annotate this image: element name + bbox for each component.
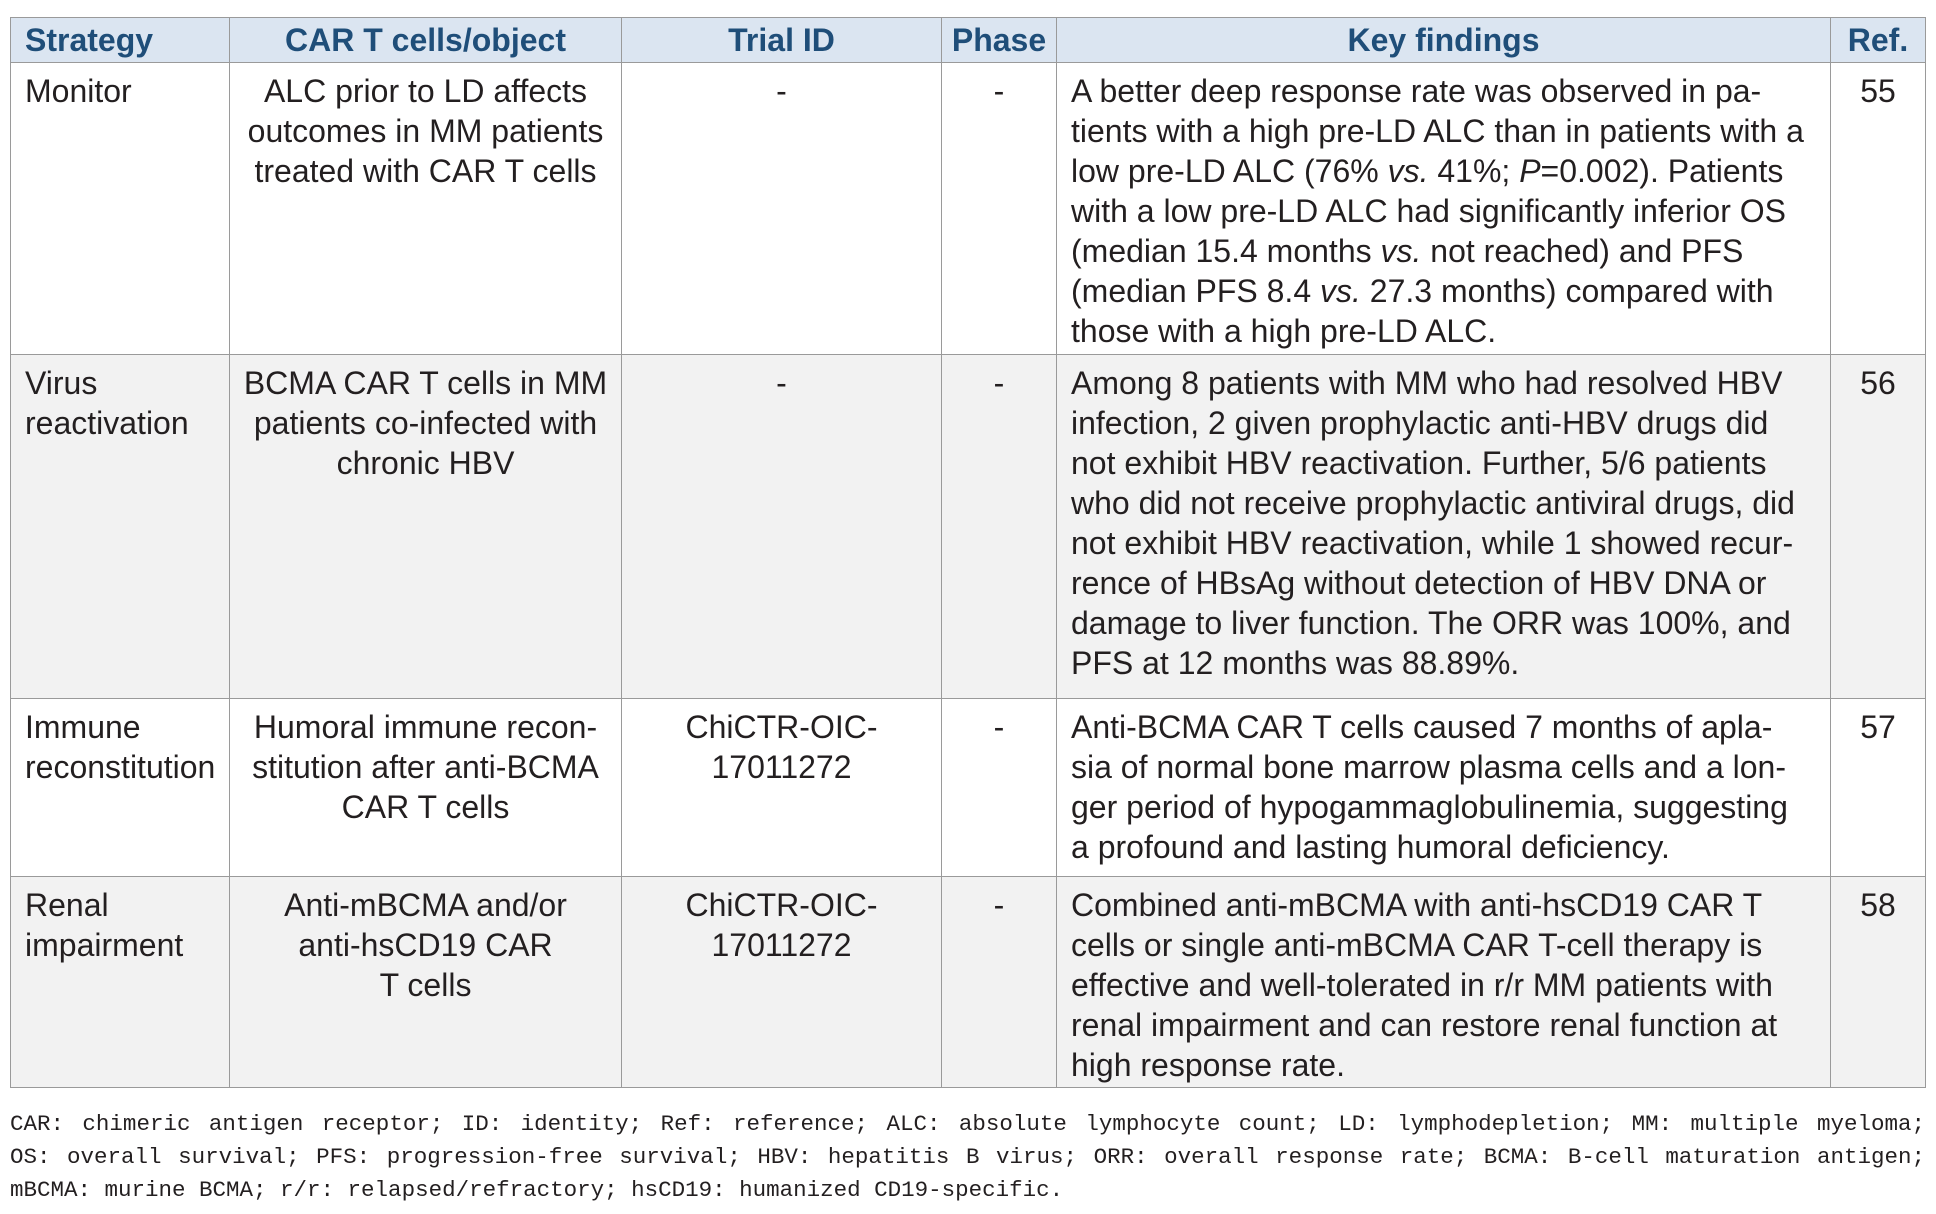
cell-car-t-cells-object: BCMA CAR T cells in MM patients co-infected with chronic HBV	[230, 355, 622, 699]
footnote-line: mBCMA: murine BCMA; r/r: relapsed/refractory; hsCD19: humanized CD19-specific.	[10, 1177, 1064, 1203]
footnote-line: CAR: chimeric antigen receptor; ID: identity; Ref: reference; ALC: absolute lymphocyte count; LD: lymphodepletion; MM: multiple myeloma;	[10, 1111, 1925, 1137]
header-key-findings: Key findings	[1057, 18, 1831, 63]
cell-key-findings: Anti-BCMA CAR T cells caused 7 months of apla- sia of normal bone marrow plasma cells and a lon- ger period of hypogammaglobulinemia, suggesting a profound and lasting humoral deficiency.	[1057, 699, 1831, 877]
footnote-line: OS: overall survival; PFS: progression-free survival; HBV: hepatitis B virus; ORR: overall response rate; BCMA: B-cell maturation antigen;	[10, 1144, 1925, 1170]
cell-strategy: Virus reactivation	[11, 355, 230, 699]
table-row	[11, 63, 1926, 355]
cell-ref: 57	[1831, 699, 1926, 877]
cell-trial-id: -	[622, 63, 942, 355]
cell-car-t-cells-object: ALC prior to LD affects outcomes in MM patients treated with CAR T cells	[230, 63, 622, 355]
header-ref: Ref.	[1831, 18, 1926, 63]
table-body	[11, 63, 1926, 1088]
table-footnote	[10, 1108, 1925, 1207]
cell-phase: -	[942, 699, 1057, 877]
cell-key-findings: Among 8 patients with MM who had resolved HBV infection, 2 given prophylactic anti-HBV drugs did not exhibit HBV reactivation. Further, 5/6 patients who did not receive prophylactic antiviral drugs, did not exhibit HBV reactivation, while 1 showed recur- rence of HBsAg without detection of HBV DNA or damage to liver function. The ORR was 100%, and PFS at 12 months was 88.89%.	[1057, 355, 1831, 699]
header-strategy: Strategy	[11, 18, 230, 63]
cell-key-findings: Combined anti-mBCMA with anti-hsCD19 CAR T cells or single anti-mBCMA CAR T-cell therapy is effective and well-tolerated in r/r MM patients with renal impairment and can restore renal function at high response rate.	[1057, 877, 1831, 1088]
cell-strategy: Renal impairment	[11, 877, 230, 1088]
cell-trial-id: ChiCTR-OIC- 17011272	[622, 699, 942, 877]
cell-phase: -	[942, 877, 1057, 1088]
table-row	[11, 699, 1926, 877]
header-row	[11, 18, 1926, 63]
cell-car-t-cells-object: Humoral immune recon- stitution after anti-BCMA CAR T cells	[230, 699, 622, 877]
table-row	[11, 355, 1926, 699]
header-car-t-cells-object: CAR T cells/object	[230, 18, 622, 63]
cell-trial-id: -	[622, 355, 942, 699]
table-row	[11, 877, 1926, 1088]
cell-ref: 58	[1831, 877, 1926, 1088]
cell-phase: -	[942, 355, 1057, 699]
cell-phase: -	[942, 63, 1057, 355]
cell-ref: 56	[1831, 355, 1926, 699]
table-header	[11, 18, 1926, 63]
cell-strategy: Monitor	[11, 63, 230, 355]
cell-key-findings: A better deep response rate was observed in pa- tients with a high pre-LD ALC than in patients with a low pre-LD ALC (76% vs. 41%; P=0.002). Patients with a low pre-LD ALC had significantly inferior OS (median 15.4 months vs. not reached) and PFS (median PFS 8.4 vs. 27.3 months) compared with those with a high pre-LD ALC.	[1057, 63, 1831, 355]
cell-trial-id: ChiCTR-OIC- 17011272	[622, 877, 942, 1088]
cell-ref: 55	[1831, 63, 1926, 355]
header-phase: Phase	[942, 18, 1057, 63]
cell-car-t-cells-object: Anti-mBCMA and/or anti-hsCD19 CAR T cells	[230, 877, 622, 1088]
header-trial-id: Trial ID	[622, 18, 942, 63]
cell-strategy: Immune reconstitution	[11, 699, 230, 877]
strategies-table	[10, 17, 1926, 1088]
